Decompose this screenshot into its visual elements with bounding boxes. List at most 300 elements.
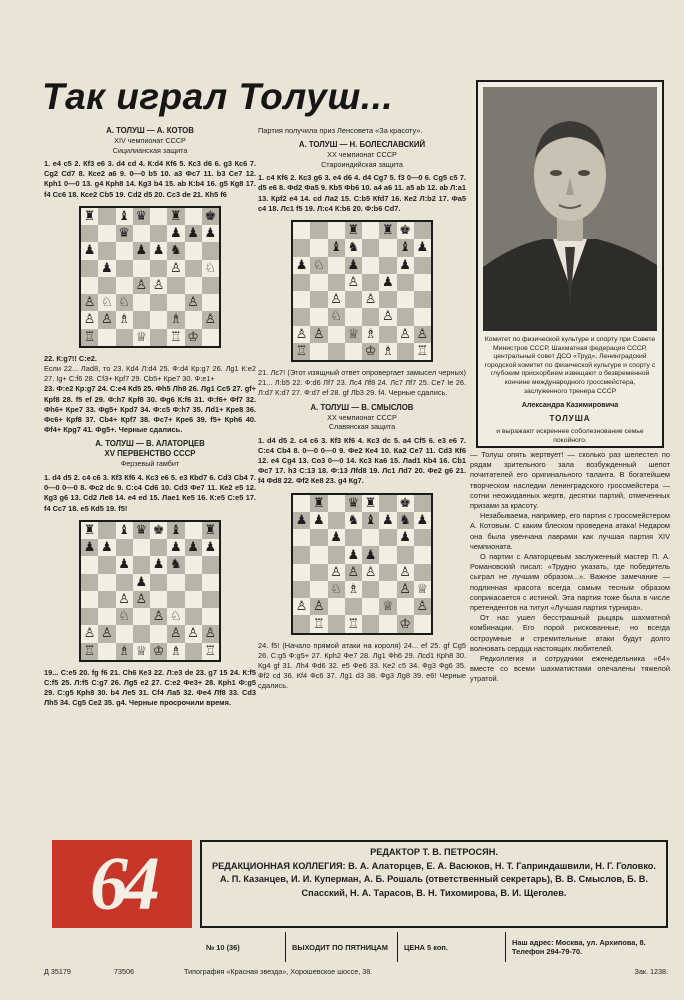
- board-square: [202, 208, 219, 225]
- chess-piece-icon: ♙: [118, 591, 130, 607]
- board-square: [379, 343, 396, 360]
- board-square: [414, 529, 431, 546]
- board-square: [379, 615, 396, 632]
- board-square: [293, 546, 310, 563]
- chess-piece-icon: ♕: [135, 329, 148, 345]
- chess-piece-icon: ♞: [170, 557, 182, 573]
- board-square: [185, 574, 202, 591]
- board-square: [362, 257, 379, 274]
- notice-name: Александра Казимировича: [521, 400, 619, 410]
- chess-piece-icon: ♙: [313, 599, 325, 615]
- obituary-notice: [476, 80, 664, 448]
- board-square: [116, 539, 133, 556]
- board-square: [310, 291, 327, 308]
- chess-piece-icon: ♔: [187, 329, 199, 345]
- chess-piece-icon: ♙: [313, 326, 325, 342]
- notice-text: Комитет по физической культуре и спорту при Совете Министров СССР, Шахматная федерация СССР, центральный совет ДСО «Труд», Ленинградский городской комитет по физической культуре и спорту с глубоким прискорбием извещают о безвременной кончине международного гроссмейстера, заслуженного тренера СССР: [484, 336, 656, 395]
- chess-piece-icon: ♟: [118, 557, 130, 573]
- board-square: [202, 625, 219, 642]
- board-square: [116, 225, 133, 242]
- board-square: [167, 208, 184, 225]
- chess-piece-icon: ♜: [170, 208, 182, 224]
- board-square: [362, 598, 379, 615]
- chess-piece-icon: ♕: [382, 599, 394, 615]
- board-square: [202, 225, 219, 242]
- board-square: [167, 329, 184, 346]
- board-square: [414, 274, 431, 291]
- game3-after: 21. Лс7! (Этот изящный ответ опровергает замысел черных) 21... Л:b5 22. Ф:d6 Лf7 23. Лс4 Лf8 24. Лс7 Лf7 25. Сe7 Ie 26. Л:d7 К:d7 27. Ф:d7 ef 28. gf Лb3 29. f4. Черные сдались.: [258, 368, 466, 398]
- schedule: ВЫХОДИТ ПО ПЯТНИЦАМ: [286, 932, 398, 962]
- chess-piece-icon: ♝: [330, 240, 342, 256]
- board-square: [293, 512, 310, 529]
- chess-piece-icon: ♗: [347, 582, 360, 598]
- board-square: [185, 625, 202, 642]
- board-square: [202, 608, 219, 625]
- board-square: [202, 539, 219, 556]
- board-square: [414, 308, 431, 325]
- chess-piece-icon: ♟: [187, 226, 199, 242]
- chess-piece-icon: ♙: [416, 599, 429, 615]
- board-square: [185, 522, 202, 539]
- game2-end: Партия получила приз Ленсовета «За красоту».: [258, 126, 423, 135]
- board-square: [345, 343, 362, 360]
- board-square: [133, 329, 150, 346]
- board-square: [328, 326, 345, 343]
- chess-piece-icon: ♟: [347, 257, 360, 273]
- board-square: [81, 574, 98, 591]
- board-square: [116, 625, 133, 642]
- chess-piece-icon: ♖: [347, 616, 360, 632]
- chess-piece-icon: ♟: [204, 226, 217, 242]
- board-square: [98, 208, 115, 225]
- board-square: [310, 326, 327, 343]
- board-square: [167, 311, 184, 328]
- board-square: [202, 260, 219, 277]
- board-square: [167, 260, 184, 277]
- board-square: [150, 277, 167, 294]
- board-square: [310, 343, 327, 360]
- chess-piece-icon: ♘: [170, 609, 182, 625]
- board-square: [116, 643, 133, 660]
- chess-piece-icon: ♟: [83, 540, 96, 556]
- board-square: [379, 546, 396, 563]
- obituary-p5: Редколлегия и сотрудники еженедельника «64» вместе со всеми шахматистами опечалены тяжелой утратой.: [470, 654, 670, 684]
- board-square: [379, 581, 396, 598]
- board-square: [310, 546, 327, 563]
- chess-piece-icon: ♙: [152, 609, 165, 625]
- chess-piece-icon: ♖: [313, 616, 325, 632]
- board-square: [133, 556, 150, 573]
- chess-piece-icon: ♞: [170, 243, 182, 259]
- footer-code2: 73506: [114, 967, 134, 976]
- board-square: [202, 242, 219, 259]
- column-right: [470, 450, 670, 685]
- board-square: [345, 308, 362, 325]
- chess-piece-icon: ♙: [295, 326, 308, 342]
- board-square: [98, 539, 115, 556]
- chess-piece-icon: ♟: [399, 530, 411, 546]
- chess-piece-icon: ♙: [399, 582, 411, 598]
- board-square: [345, 598, 362, 615]
- editorial-box: [200, 840, 668, 928]
- board-square: [414, 546, 431, 563]
- chess-piece-icon: ♞: [347, 240, 360, 256]
- board-square: [185, 556, 202, 573]
- board-square: [379, 257, 396, 274]
- obituary-p1: — Толуш опять жертвует! — сколько раз шелестел по рядам зрительного зала возбужденный шепот почитателей его оригинального таланта. В богатейшем творческом наследии ленинградского гроссмейстера — сотни неожиданных жертв, десятки партий, отмеченных призами за красоту.: [470, 450, 670, 511]
- board-square: [133, 311, 150, 328]
- chess-piece-icon: ♜: [313, 495, 325, 511]
- board-square: [362, 581, 379, 598]
- board-square: [397, 615, 414, 632]
- board-square: [133, 277, 150, 294]
- board-square: [81, 311, 98, 328]
- chess-piece-icon: ♟: [187, 540, 199, 556]
- chess-piece-icon: ♙: [170, 260, 182, 276]
- board-square: [150, 329, 167, 346]
- board-square: [133, 574, 150, 591]
- board-square: [397, 326, 414, 343]
- board-square: [185, 208, 202, 225]
- board-square: [362, 308, 379, 325]
- board-square: [167, 625, 184, 642]
- chess-piece-icon: ♕: [135, 643, 148, 659]
- chess-piece-icon: ♜: [204, 522, 217, 538]
- headline: Так играл Толуш...: [42, 76, 394, 117]
- chess-piece-icon: ♕: [416, 582, 429, 598]
- chess-piece-icon: ♜: [347, 223, 360, 239]
- board-square: [397, 512, 414, 529]
- board-square: [133, 625, 150, 642]
- board-square: [150, 260, 167, 277]
- board-square: [362, 564, 379, 581]
- chess-piece-icon: ♙: [152, 277, 165, 293]
- board-square: [116, 574, 133, 591]
- chess-piece-icon: ♙: [135, 591, 148, 607]
- board-square: [362, 291, 379, 308]
- board-square: [202, 311, 219, 328]
- board-square: [150, 208, 167, 225]
- chess-piece-icon: ♝: [364, 513, 377, 529]
- chess-piece-icon: ♔: [399, 616, 411, 632]
- board-square: [293, 239, 310, 256]
- board-square: [167, 591, 184, 608]
- board-square: [167, 608, 184, 625]
- board-square: [345, 615, 362, 632]
- board-square: [397, 495, 414, 512]
- board-square: [310, 529, 327, 546]
- board-square: [293, 581, 310, 598]
- board-square: [362, 615, 379, 632]
- chess-piece-icon: ♟: [204, 540, 217, 556]
- board-square: [379, 222, 396, 239]
- chess-piece-icon: ♚: [152, 522, 165, 538]
- board-square: [379, 512, 396, 529]
- chess-piece-icon: ♘: [313, 257, 325, 273]
- footer-printer: Типография «Красная звезда», Хорошевское шоссе, 38.: [184, 967, 373, 976]
- chess-piece-icon: ♝: [118, 522, 130, 538]
- board-square: [328, 529, 345, 546]
- game1-moves: 1. е4 с5 2. Кf3 е6 3. d4 cd 4. К:d4 Кf6 5. Кс3 d6 6. g3 Кс6 7. Сg2 Сd7 8. Ксе2 а6 9. 0—0 b5 10. а3 Фс7 11. b3 Се7 12. Кph1 0—0 13. g4 Кph8 14. Кg3 b4 15. аb К:b4 16. g5 Кg8 17. f4 Сс6 18. Ксе2 Сb5 19. Сd2 d5 20. Сс3 de 21. Кh5 f6: [44, 159, 256, 199]
- board-square: [414, 326, 431, 343]
- chess-piece-icon: ♙: [382, 309, 394, 325]
- game1-continuation: 23. Ф:е2 Кр:g7 24. С:е4 Кd5 25. Фh5 Лh8 26. Лg1 Сс5 27. gf+ Кpf8 28. f5 ef 29. Ф:h7 Кpf8 30. Фg6 К:f6 31. Ф:f6+ Фf7 32. Фh6+ Кpe7 33. Фg5+ Кpd7 34. Ф:с5 Ф:h7 35. Лd1+ Кpe8 36. Фс6+ Кpf8 37. Сb4+ Кpf7 38. Фс7+ Кpe6 39. f5+ Кph6 40. Фf4+ Кpg7 41. Фg5+. Черные сдались.: [44, 384, 256, 435]
- board-square: [397, 529, 414, 546]
- chess-piece-icon: ♟: [170, 540, 182, 556]
- board-square: [379, 308, 396, 325]
- board-square: [202, 643, 219, 660]
- board-square: [345, 529, 362, 546]
- board-square: [81, 556, 98, 573]
- chess-diagram-1: [79, 206, 221, 348]
- chess-piece-icon: ♚: [399, 223, 411, 239]
- portrait-illustration: [483, 87, 657, 331]
- board-square: [81, 277, 98, 294]
- board-square: [293, 495, 310, 512]
- board-square: [185, 643, 202, 660]
- editor-line: РЕДАКТОР Т. В. ПЕТРОСЯН.: [370, 847, 498, 857]
- chess-piece-icon: ♜: [83, 208, 96, 224]
- game2-after: 19... С:е5 20. fg f6 21. Сh6 Ке3 22. Л:е3 de 23. g7 15 24. К:f5 С:f5 25. Л:f5 С:g7 26. Лg5 е2 27. С:е2 Фе3+ 28. Кph1 Ф:g5 29. С:g5 Кph8 30. b4 Ле5 31. Сf4 Ла5 32. Фе4 Лf8 33. Сd3 Лh5 34. Сg5 Сe2 35. g4. Черные просрочили время.: [44, 667, 256, 708]
- chess-piece-icon: ♙: [364, 292, 377, 308]
- board-square: [345, 291, 362, 308]
- chess-piece-icon: ♘: [330, 309, 342, 325]
- board-square: [150, 643, 167, 660]
- board-square: [116, 208, 133, 225]
- board-square: [310, 222, 327, 239]
- chess-piece-icon: ♗: [118, 312, 130, 328]
- board-square: [185, 539, 202, 556]
- board-square: [414, 495, 431, 512]
- board-square: [414, 239, 431, 256]
- board-square: [98, 329, 115, 346]
- chess-piece-icon: ♙: [83, 626, 96, 642]
- board-square: [345, 239, 362, 256]
- board-square: [345, 546, 362, 563]
- chess-piece-icon: ♛: [135, 522, 148, 538]
- chess-piece-icon: ♙: [83, 295, 96, 311]
- chess-piece-icon: ♝: [118, 208, 130, 224]
- chess-piece-icon: ♘: [101, 295, 113, 311]
- board-square: [185, 277, 202, 294]
- footer: [44, 966, 668, 978]
- board-square: [397, 257, 414, 274]
- board-square: [293, 222, 310, 239]
- chess-piece-icon: ♙: [347, 274, 360, 290]
- board-square: [150, 539, 167, 556]
- board-square: [397, 308, 414, 325]
- logo-64: [52, 840, 192, 928]
- board-square: [397, 222, 414, 239]
- chess-piece-icon: ♚: [399, 495, 411, 511]
- board-square: [98, 643, 115, 660]
- board-square: [150, 225, 167, 242]
- game3-moves: 1. c4 Кf6 2. Кc3 g6 3. e4 d6 4. d4 Сg7 5. f3 0—0 6. Сg5 c5 7. d5 e6 8. Фd2 Фa5 9. Кb5 Фb6 10. a4 a6 11. a5 ab 12. ab Л:a1 13. Кpf2 e4 14. cd Ла2 15. С:b5 Кfd7 16. Ке2 Л:b2 17. Фа5 с4 18. Лс1 f5 19. Л:с4 К:b6 20. Ф:b6 Сd7.: [258, 173, 466, 213]
- board-square: [328, 343, 345, 360]
- board-square: [185, 329, 202, 346]
- chess-piece-icon: ♙: [135, 277, 148, 293]
- board-square: [202, 556, 219, 573]
- board-square: [202, 277, 219, 294]
- game1-opening: Сицилианская защита: [112, 145, 188, 155]
- board-square: [133, 522, 150, 539]
- board-square: [116, 591, 133, 608]
- board-square: [98, 294, 115, 311]
- game3-opening: Староиндийская защита: [321, 159, 403, 169]
- chess-piece-icon: ♖: [83, 643, 96, 659]
- chess-piece-icon: ♟: [152, 243, 165, 259]
- game2-moves: 1. d4 d5 2. c4 c6 3. Кf3 Кf6 4. Кс3 е6 5. е3 Кbd7 6. Сd3 Сb4 7. 0—0 0—0 8. Фс2 dc 9. С:c4 Сd6 10. Сd3 Фе7 11. Ке2 е5 12. Кg3 g6 13. Сd2 Ле8 14. е4 еd 15. Лае1 Кe5 16. К:е5 С:е5 17. f4 Сс7 18. е5 Кd5 19. f5!: [44, 472, 256, 513]
- board-square: [150, 294, 167, 311]
- game4-after: 24. f5! (Начало прямой атаки на короля) 24... ef 25. gf Сg5 26. С:g5 Ф:g5+ 27. Кph2 Фе7 28. Лg1 Фh6 29. Лсd1 Кph8 30. Кg4 gf 31. Лh4 Фd6 32. е5 Фе6 33. Ке2 с5 34. Фg3 Фg6 35. Фf2 cd 36. Кf4 Фс6 37. Лg1 d3 38. Фg3 Лg8 39. е6! Черные сдались.: [258, 640, 466, 691]
- board-square: [81, 294, 98, 311]
- chess-piece-icon: ♟: [330, 530, 342, 546]
- board-square: [150, 625, 167, 642]
- chess-piece-icon: ♗: [170, 643, 182, 659]
- chess-piece-icon: ♙: [204, 626, 217, 642]
- board-square: [310, 274, 327, 291]
- board-square: [362, 274, 379, 291]
- chess-piece-icon: ♙: [187, 626, 199, 642]
- board-square: [81, 539, 98, 556]
- board-square: [328, 581, 345, 598]
- board-square: [293, 598, 310, 615]
- board-square: [362, 512, 379, 529]
- chess-piece-icon: ♝: [399, 240, 411, 256]
- chess-piece-icon: ♙: [330, 564, 342, 580]
- board-square: [397, 343, 414, 360]
- board-square: [81, 225, 98, 242]
- chess-piece-icon: ♟: [83, 243, 96, 259]
- board-square: [328, 274, 345, 291]
- board-square: [379, 564, 396, 581]
- game1-notes: Если 22... Лad8, то 23. Кd4 Л:d4 25. Ф:d4 Кр:g7 26. Лg1 К:е2 27. Ig+ С:f6 28. Сf3+ Кpf7 29. Сb5+ Кpe7 30. Ф:e1+: [44, 364, 256, 384]
- board-square: [202, 329, 219, 346]
- board-square: [98, 574, 115, 591]
- board-square: [98, 625, 115, 642]
- board-square: [133, 294, 150, 311]
- board-square: [81, 329, 98, 346]
- board-square: [81, 522, 98, 539]
- board-square: [293, 308, 310, 325]
- board-square: [414, 564, 431, 581]
- chess-piece-icon: ♝: [170, 522, 182, 538]
- board-square: [185, 608, 202, 625]
- board-square: [414, 291, 431, 308]
- game1-players: А. ТОЛУШ — А. КОТОВ: [106, 126, 194, 135]
- chess-piece-icon: ♖: [170, 329, 182, 345]
- chess-piece-icon: ♘: [204, 260, 217, 276]
- board-square: [414, 598, 431, 615]
- chess-piece-icon: ♟: [170, 226, 182, 242]
- board-square: [150, 591, 167, 608]
- chess-piece-icon: ♙: [101, 312, 113, 328]
- board-square: [185, 242, 202, 259]
- chess-piece-icon: ♙: [204, 312, 217, 328]
- chess-piece-icon: ♛: [347, 495, 360, 511]
- board-square: [116, 329, 133, 346]
- board-square: [202, 591, 219, 608]
- chess-piece-icon: ♖: [83, 329, 96, 345]
- board-square: [98, 242, 115, 259]
- chess-piece-icon: ♟: [135, 243, 148, 259]
- chess-piece-icon: ♟: [416, 513, 429, 529]
- board-square: [133, 591, 150, 608]
- board-square: [167, 556, 184, 573]
- logo-text: 64: [90, 842, 154, 926]
- issue-number: № 10 (36): [200, 932, 286, 962]
- board-square: [150, 522, 167, 539]
- board-square: [328, 291, 345, 308]
- game4-moves: 1. d4 d5 2. c4 c6 3. Кf3 Кf6 4. Кс3 dc 5. a4 Сf5 6. е3 е6 7. С:c4 Сb4 8. 0—0 0—0 9. Фе2 Ке4 10. Ка2 Се7 11. Сd3 Кf6 12. е4 Сg4 13. Со3 0—0 14. Кс3 Ка6 15. Лad1 Кb4 16. Сb1 Фс7 17. h3 С:13 18. Ф:13 Лfd8 19. Лс1 Лd7 20. Фе2 g6 21. f4 Фd8 22. Фf2 Ке8 23. g4 Кg7.: [258, 435, 466, 486]
- board-square: [345, 222, 362, 239]
- board-square: [133, 539, 150, 556]
- board-square: [150, 608, 167, 625]
- game1-diagram-note: 22. К:g7!! С:е2.: [44, 353, 97, 363]
- chess-piece-icon: ♙: [416, 326, 429, 342]
- board-square: [414, 257, 431, 274]
- board-square: [81, 608, 98, 625]
- chess-piece-icon: ♙: [347, 564, 360, 580]
- masthead: [44, 840, 668, 980]
- board-square: [328, 239, 345, 256]
- board-square: [328, 495, 345, 512]
- board-square: [81, 208, 98, 225]
- chess-piece-icon: ♟: [399, 257, 411, 273]
- board-square: [116, 294, 133, 311]
- chess-piece-icon: ♛: [135, 208, 148, 224]
- board-square: [133, 208, 150, 225]
- board-square: [98, 556, 115, 573]
- address: Наш адрес: Москва, ул. Архипова, 8. Телефон 294-79-70.: [512, 938, 646, 956]
- board-square: [345, 512, 362, 529]
- board-square: [362, 239, 379, 256]
- obituary-p3: О партии с Алаторцевым заслуженный мастер П. А. Романовский писал: «Трудно указать, где победитель сыграл не лучшим образом...». Важное замечание — подлинная красота всегда самым тесным образом соприкасается с истиной. Эта партия тоже была в числе претендентов на титул «Лучшая партия турнира».: [470, 552, 670, 613]
- board-square: [98, 225, 115, 242]
- board-square: [379, 291, 396, 308]
- board-square: [150, 311, 167, 328]
- chess-piece-icon: ♔: [364, 343, 377, 359]
- chess-piece-icon: ♜: [382, 223, 394, 239]
- chess-piece-icon: ♟: [382, 274, 394, 290]
- board-square: [185, 225, 202, 242]
- chess-piece-icon: ♞: [399, 513, 411, 529]
- board-square: [133, 643, 150, 660]
- chess-piece-icon: ♟: [101, 260, 113, 276]
- board-square: [310, 495, 327, 512]
- chess-piece-icon: ♙: [83, 312, 96, 328]
- board-square: [133, 242, 150, 259]
- board-square: [310, 598, 327, 615]
- editorial-board: РЕДАКЦИОННАЯ КОЛЛЕГИЯ: В. А. Алаторцев, Е. А. Васюков, Н. Т. Гаприндашвили, Н. Г. Головко. А. П. Казанцев, И. И. Куперман, А. Б. Рошаль (ответственный секретарь), В. В. Смыслов, Б. В. Спасский, Н. А. Тарасов, В. Н. Тихомирова, В. И. Щеголев.: [212, 860, 656, 898]
- board-square: [379, 239, 396, 256]
- board-square: [293, 257, 310, 274]
- board-square: [167, 294, 184, 311]
- chess-piece-icon: ♙: [399, 564, 411, 580]
- board-square: [310, 239, 327, 256]
- chess-piece-icon: ♟: [364, 547, 377, 563]
- column-middle: [258, 126, 466, 692]
- board-square: [379, 326, 396, 343]
- game1-event: XIV чемпионат СССР: [114, 136, 186, 145]
- board-square: [362, 529, 379, 546]
- board-square: [98, 522, 115, 539]
- game2-players: А. ТОЛУШ — В. АЛАТОРЦЕВ: [95, 439, 205, 449]
- board-square: [167, 539, 184, 556]
- board-square: [328, 615, 345, 632]
- chess-piece-icon: ♙: [187, 295, 199, 311]
- board-square: [310, 512, 327, 529]
